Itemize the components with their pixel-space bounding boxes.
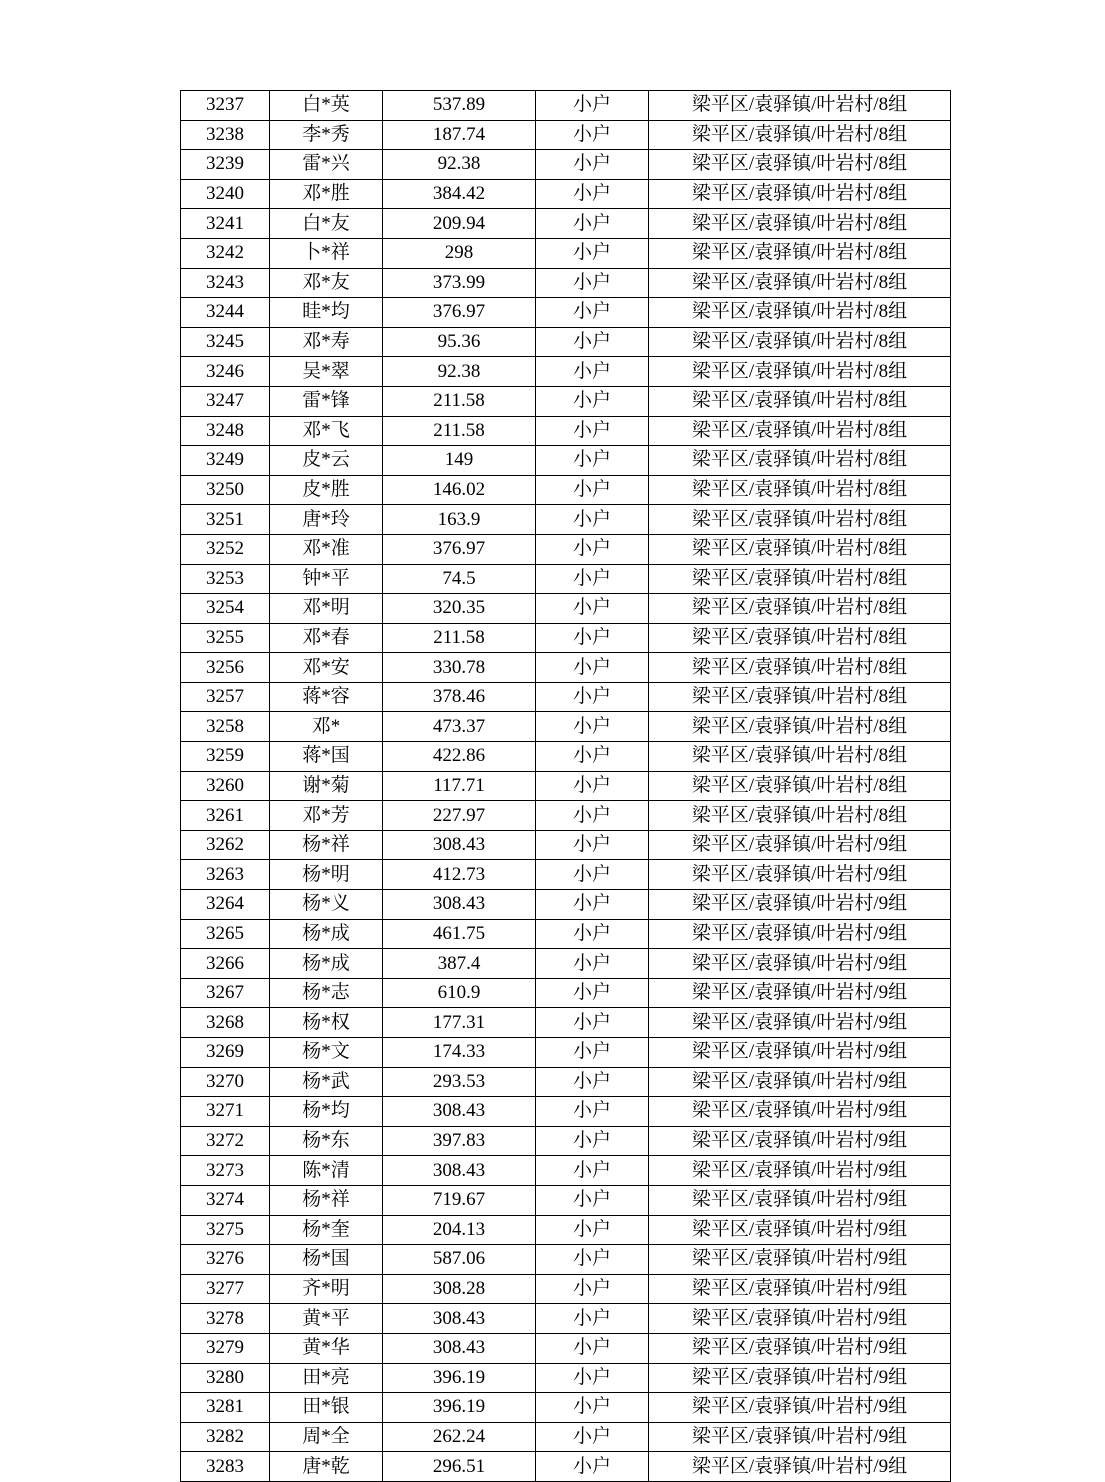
cell-id: 3247 xyxy=(181,386,270,416)
cell-amount: 396.19 xyxy=(383,1393,536,1423)
table-row xyxy=(181,446,951,476)
cell-name: 钟*平 xyxy=(270,564,383,594)
cell-address: 梁平区/袁驿镇/叶岩村/8组 xyxy=(649,771,951,801)
cell-amount: 117.71 xyxy=(383,771,536,801)
cell-id: 3266 xyxy=(181,949,270,979)
cell-id: 3277 xyxy=(181,1274,270,1304)
cell-type: 小户 xyxy=(536,682,649,712)
table-row xyxy=(181,91,951,121)
cell-id: 3261 xyxy=(181,801,270,831)
cell-type: 小户 xyxy=(536,1038,649,1068)
cell-name: 蒋*国 xyxy=(270,742,383,772)
cell-type: 小户 xyxy=(536,1215,649,1245)
table-row xyxy=(181,1422,951,1452)
cell-address: 梁平区/袁驿镇/叶岩村/9组 xyxy=(649,1304,951,1334)
table-row xyxy=(181,594,951,624)
table-row xyxy=(181,268,951,298)
cell-id: 3268 xyxy=(181,1008,270,1038)
cell-type: 小户 xyxy=(536,386,649,416)
cell-name: 黄*平 xyxy=(270,1304,383,1334)
cell-amount: 92.38 xyxy=(383,357,536,387)
cell-address: 梁平区/袁驿镇/叶岩村/9组 xyxy=(649,1038,951,1068)
cell-id: 3239 xyxy=(181,150,270,180)
cell-address: 梁平区/袁驿镇/叶岩村/8组 xyxy=(649,653,951,683)
cell-type: 小户 xyxy=(536,505,649,535)
cell-address: 梁平区/袁驿镇/叶岩村/8组 xyxy=(649,682,951,712)
cell-type: 小户 xyxy=(536,653,649,683)
cell-id: 3271 xyxy=(181,1097,270,1127)
cell-id: 3265 xyxy=(181,919,270,949)
cell-name: 杨*祥 xyxy=(270,1185,383,1215)
cell-name: 白*英 xyxy=(270,91,383,121)
cell-id: 3278 xyxy=(181,1304,270,1334)
table-row xyxy=(181,830,951,860)
cell-amount: 262.24 xyxy=(383,1422,536,1452)
cell-address: 梁平区/袁驿镇/叶岩村/9组 xyxy=(649,1097,951,1127)
table-row xyxy=(181,860,951,890)
cell-id: 3250 xyxy=(181,475,270,505)
cell-id: 3248 xyxy=(181,416,270,446)
cell-address: 梁平区/袁驿镇/叶岩村/8组 xyxy=(649,446,951,476)
cell-address: 梁平区/袁驿镇/叶岩村/8组 xyxy=(649,534,951,564)
cell-amount: 146.02 xyxy=(383,475,536,505)
table-row xyxy=(181,1304,951,1334)
cell-name: 杨*均 xyxy=(270,1097,383,1127)
cell-id: 3281 xyxy=(181,1393,270,1423)
table-row xyxy=(181,298,951,328)
cell-amount: 719.67 xyxy=(383,1185,536,1215)
cell-type: 小户 xyxy=(536,446,649,476)
cell-id: 3269 xyxy=(181,1038,270,1068)
cell-id: 3280 xyxy=(181,1363,270,1393)
cell-address: 梁平区/袁驿镇/叶岩村/8组 xyxy=(649,505,951,535)
cell-id: 3267 xyxy=(181,978,270,1008)
cell-type: 小户 xyxy=(536,298,649,328)
cell-amount: 461.75 xyxy=(383,919,536,949)
cell-id: 3273 xyxy=(181,1156,270,1186)
table-row xyxy=(181,1452,951,1482)
cell-name: 李*秀 xyxy=(270,120,383,150)
cell-name: 邓*寿 xyxy=(270,327,383,357)
cell-type: 小户 xyxy=(536,1452,649,1482)
table-row xyxy=(181,1245,951,1275)
cell-amount: 296.51 xyxy=(383,1452,536,1482)
table-row xyxy=(181,475,951,505)
table-row xyxy=(181,386,951,416)
cell-type: 小户 xyxy=(536,209,649,239)
table-row xyxy=(181,949,951,979)
cell-amount: 211.58 xyxy=(383,416,536,446)
cell-address: 梁平区/袁驿镇/叶岩村/9组 xyxy=(649,1393,951,1423)
cell-id: 3245 xyxy=(181,327,270,357)
cell-address: 梁平区/袁驿镇/叶岩村/8组 xyxy=(649,594,951,624)
cell-address: 梁平区/袁驿镇/叶岩村/9组 xyxy=(649,919,951,949)
table-row xyxy=(181,564,951,594)
cell-name: 杨*义 xyxy=(270,890,383,920)
cell-amount: 378.46 xyxy=(383,682,536,712)
table-row xyxy=(181,150,951,180)
cell-name: 雷*兴 xyxy=(270,150,383,180)
cell-id: 3254 xyxy=(181,594,270,624)
cell-type: 小户 xyxy=(536,238,649,268)
cell-amount: 330.78 xyxy=(383,653,536,683)
cell-type: 小户 xyxy=(536,801,649,831)
cell-id: 3259 xyxy=(181,742,270,772)
cell-type: 小户 xyxy=(536,179,649,209)
cell-type: 小户 xyxy=(536,949,649,979)
cell-address: 梁平区/袁驿镇/叶岩村/9组 xyxy=(649,830,951,860)
cell-id: 3241 xyxy=(181,209,270,239)
cell-type: 小户 xyxy=(536,534,649,564)
cell-type: 小户 xyxy=(536,919,649,949)
cell-type: 小户 xyxy=(536,268,649,298)
cell-address: 梁平区/袁驿镇/叶岩村/9组 xyxy=(649,1185,951,1215)
cell-name: 皮*胜 xyxy=(270,475,383,505)
cell-id: 3246 xyxy=(181,357,270,387)
cell-type: 小户 xyxy=(536,475,649,505)
cell-name: 邓*胜 xyxy=(270,179,383,209)
cell-address: 梁平区/袁驿镇/叶岩村/8组 xyxy=(649,357,951,387)
cell-address: 梁平区/袁驿镇/叶岩村/8组 xyxy=(649,150,951,180)
cell-type: 小户 xyxy=(536,327,649,357)
cell-name: 杨*国 xyxy=(270,1245,383,1275)
cell-amount: 74.5 xyxy=(383,564,536,594)
cell-address: 梁平区/袁驿镇/叶岩村/9组 xyxy=(649,860,951,890)
cell-name: 卜*祥 xyxy=(270,238,383,268)
cell-id: 3283 xyxy=(181,1452,270,1482)
cell-type: 小户 xyxy=(536,860,649,890)
cell-type: 小户 xyxy=(536,978,649,1008)
table-row xyxy=(181,801,951,831)
cell-amount: 308.43 xyxy=(383,1156,536,1186)
cell-name: 邓*芳 xyxy=(270,801,383,831)
cell-type: 小户 xyxy=(536,91,649,121)
cell-name: 杨*志 xyxy=(270,978,383,1008)
cell-name: 周*全 xyxy=(270,1422,383,1452)
cell-type: 小户 xyxy=(536,357,649,387)
cell-amount: 149 xyxy=(383,446,536,476)
cell-id: 3262 xyxy=(181,830,270,860)
cell-id: 3274 xyxy=(181,1185,270,1215)
cell-address: 梁平区/袁驿镇/叶岩村/8组 xyxy=(649,416,951,446)
cell-address: 梁平区/袁驿镇/叶岩村/9组 xyxy=(649,890,951,920)
cell-address: 梁平区/袁驿镇/叶岩村/8组 xyxy=(649,564,951,594)
cell-address: 梁平区/袁驿镇/叶岩村/8组 xyxy=(649,712,951,742)
table-row xyxy=(181,682,951,712)
cell-name: 邓*准 xyxy=(270,534,383,564)
cell-id: 3243 xyxy=(181,268,270,298)
cell-amount: 308.43 xyxy=(383,1304,536,1334)
cell-type: 小户 xyxy=(536,742,649,772)
table-row xyxy=(181,653,951,683)
cell-amount: 397.83 xyxy=(383,1126,536,1156)
cell-type: 小户 xyxy=(536,1185,649,1215)
cell-name: 邓*飞 xyxy=(270,416,383,446)
cell-address: 梁平区/袁驿镇/叶岩村/9组 xyxy=(649,949,951,979)
table-row xyxy=(181,623,951,653)
cell-amount: 376.97 xyxy=(383,534,536,564)
table-row xyxy=(181,978,951,1008)
cell-name: 邓* xyxy=(270,712,383,742)
cell-address: 梁平区/袁驿镇/叶岩村/9组 xyxy=(649,1008,951,1038)
cell-type: 小户 xyxy=(536,890,649,920)
cell-amount: 204.13 xyxy=(383,1215,536,1245)
cell-amount: 384.42 xyxy=(383,179,536,209)
cell-amount: 92.38 xyxy=(383,150,536,180)
cell-id: 3244 xyxy=(181,298,270,328)
cell-address: 梁平区/袁驿镇/叶岩村/8组 xyxy=(649,742,951,772)
cell-id: 3253 xyxy=(181,564,270,594)
cell-type: 小户 xyxy=(536,830,649,860)
table-row xyxy=(181,771,951,801)
cell-name: 邓*明 xyxy=(270,594,383,624)
cell-amount: 211.58 xyxy=(383,386,536,416)
cell-type: 小户 xyxy=(536,771,649,801)
cell-address: 梁平区/袁驿镇/叶岩村/8组 xyxy=(649,623,951,653)
table-row xyxy=(181,1067,951,1097)
cell-id: 3275 xyxy=(181,1215,270,1245)
cell-address: 梁平区/袁驿镇/叶岩村/9组 xyxy=(649,1215,951,1245)
cell-type: 小户 xyxy=(536,594,649,624)
table-row xyxy=(181,238,951,268)
cell-type: 小户 xyxy=(536,712,649,742)
cell-id: 3242 xyxy=(181,238,270,268)
cell-name: 雷*锋 xyxy=(270,386,383,416)
cell-id: 3257 xyxy=(181,682,270,712)
table-row xyxy=(181,179,951,209)
cell-name: 吴*翠 xyxy=(270,357,383,387)
cell-id: 3238 xyxy=(181,120,270,150)
cell-type: 小户 xyxy=(536,1008,649,1038)
cell-name: 杨*明 xyxy=(270,860,383,890)
cell-id: 3276 xyxy=(181,1245,270,1275)
cell-name: 邓*春 xyxy=(270,623,383,653)
cell-name: 谢*菊 xyxy=(270,771,383,801)
table-row xyxy=(181,1038,951,1068)
cell-address: 梁平区/袁驿镇/叶岩村/9组 xyxy=(649,1274,951,1304)
cell-id: 3251 xyxy=(181,505,270,535)
cell-address: 梁平区/袁驿镇/叶岩村/9组 xyxy=(649,1363,951,1393)
cell-amount: 473.37 xyxy=(383,712,536,742)
cell-amount: 308.43 xyxy=(383,1333,536,1363)
cell-name: 杨*奎 xyxy=(270,1215,383,1245)
cell-address: 梁平区/袁驿镇/叶岩村/8组 xyxy=(649,91,951,121)
cell-address: 梁平区/袁驿镇/叶岩村/8组 xyxy=(649,238,951,268)
cell-type: 小户 xyxy=(536,1274,649,1304)
cell-id: 3264 xyxy=(181,890,270,920)
table-row xyxy=(181,1126,951,1156)
cell-name: 田*银 xyxy=(270,1393,383,1423)
cell-type: 小户 xyxy=(536,623,649,653)
cell-address: 梁平区/袁驿镇/叶岩村/8组 xyxy=(649,298,951,328)
cell-name: 陈*清 xyxy=(270,1156,383,1186)
cell-type: 小户 xyxy=(536,120,649,150)
cell-amount: 412.73 xyxy=(383,860,536,890)
cell-address: 梁平区/袁驿镇/叶岩村/8组 xyxy=(649,179,951,209)
cell-type: 小户 xyxy=(536,1333,649,1363)
cell-id: 3249 xyxy=(181,446,270,476)
table-row xyxy=(181,890,951,920)
cell-address: 梁平区/袁驿镇/叶岩村/9组 xyxy=(649,1126,951,1156)
cell-name: 黄*华 xyxy=(270,1333,383,1363)
cell-name: 杨*武 xyxy=(270,1067,383,1097)
cell-amount: 308.43 xyxy=(383,890,536,920)
cell-amount: 174.33 xyxy=(383,1038,536,1068)
cell-type: 小户 xyxy=(536,1422,649,1452)
cell-name: 眭*均 xyxy=(270,298,383,328)
cell-amount: 308.43 xyxy=(383,1097,536,1127)
table-row xyxy=(181,209,951,239)
table-row xyxy=(181,919,951,949)
cell-amount: 376.97 xyxy=(383,298,536,328)
cell-name: 白*友 xyxy=(270,209,383,239)
cell-name: 杨*祥 xyxy=(270,830,383,860)
cell-type: 小户 xyxy=(536,150,649,180)
table-row xyxy=(181,416,951,446)
cell-name: 邓*友 xyxy=(270,268,383,298)
cell-type: 小户 xyxy=(536,1097,649,1127)
cell-name: 田*亮 xyxy=(270,1363,383,1393)
cell-amount: 587.06 xyxy=(383,1245,536,1275)
cell-amount: 187.74 xyxy=(383,120,536,150)
cell-name: 唐*乾 xyxy=(270,1452,383,1482)
cell-type: 小户 xyxy=(536,1156,649,1186)
cell-address: 梁平区/袁驿镇/叶岩村/8组 xyxy=(649,120,951,150)
cell-id: 3263 xyxy=(181,860,270,890)
cell-amount: 537.89 xyxy=(383,91,536,121)
cell-id: 3282 xyxy=(181,1422,270,1452)
cell-address: 梁平区/袁驿镇/叶岩村/8组 xyxy=(649,801,951,831)
cell-address: 梁平区/袁驿镇/叶岩村/9组 xyxy=(649,1452,951,1482)
cell-address: 梁平区/袁驿镇/叶岩村/8组 xyxy=(649,268,951,298)
cell-name: 蒋*容 xyxy=(270,682,383,712)
cell-type: 小户 xyxy=(536,1126,649,1156)
cell-id: 3252 xyxy=(181,534,270,564)
cell-amount: 95.36 xyxy=(383,327,536,357)
cell-amount: 308.43 xyxy=(383,830,536,860)
cell-address: 梁平区/袁驿镇/叶岩村/8组 xyxy=(649,209,951,239)
cell-id: 3270 xyxy=(181,1067,270,1097)
cell-id: 3258 xyxy=(181,712,270,742)
table-row xyxy=(181,120,951,150)
table-row xyxy=(181,357,951,387)
cell-id: 3240 xyxy=(181,179,270,209)
cell-name: 杨*成 xyxy=(270,919,383,949)
table-body xyxy=(181,91,951,1482)
table-row xyxy=(181,1363,951,1393)
cell-id: 3260 xyxy=(181,771,270,801)
cell-name: 邓*安 xyxy=(270,653,383,683)
cell-type: 小户 xyxy=(536,1363,649,1393)
cell-amount: 211.58 xyxy=(383,623,536,653)
cell-id: 3256 xyxy=(181,653,270,683)
table-row xyxy=(181,1274,951,1304)
cell-id: 3255 xyxy=(181,623,270,653)
cell-name: 杨*成 xyxy=(270,949,383,979)
cell-address: 梁平区/袁驿镇/叶岩村/9组 xyxy=(649,1156,951,1186)
cell-amount: 422.86 xyxy=(383,742,536,772)
table-row xyxy=(181,1215,951,1245)
cell-name: 唐*玲 xyxy=(270,505,383,535)
cell-type: 小户 xyxy=(536,564,649,594)
household-subsidy-table xyxy=(180,90,951,1482)
table-row xyxy=(181,534,951,564)
cell-name: 皮*云 xyxy=(270,446,383,476)
cell-name: 杨*文 xyxy=(270,1038,383,1068)
cell-address: 梁平区/袁驿镇/叶岩村/9组 xyxy=(649,1333,951,1363)
cell-type: 小户 xyxy=(536,1393,649,1423)
table-row xyxy=(181,1333,951,1363)
cell-amount: 396.19 xyxy=(383,1363,536,1393)
cell-id: 3279 xyxy=(181,1333,270,1363)
cell-amount: 298 xyxy=(383,238,536,268)
cell-amount: 610.9 xyxy=(383,978,536,1008)
cell-address: 梁平区/袁驿镇/叶岩村/9组 xyxy=(649,1245,951,1275)
cell-name: 杨*权 xyxy=(270,1008,383,1038)
cell-amount: 387.4 xyxy=(383,949,536,979)
cell-id: 3272 xyxy=(181,1126,270,1156)
cell-name: 杨*东 xyxy=(270,1126,383,1156)
cell-address: 梁平区/袁驿镇/叶岩村/8组 xyxy=(649,327,951,357)
table-row xyxy=(181,505,951,535)
cell-type: 小户 xyxy=(536,1245,649,1275)
table-row xyxy=(181,1008,951,1038)
table-row xyxy=(181,1156,951,1186)
cell-address: 梁平区/袁驿镇/叶岩村/9组 xyxy=(649,978,951,1008)
cell-type: 小户 xyxy=(536,1304,649,1334)
table-row xyxy=(181,1185,951,1215)
table-row xyxy=(181,712,951,742)
cell-amount: 320.35 xyxy=(383,594,536,624)
table-row xyxy=(181,1393,951,1423)
table-row xyxy=(181,327,951,357)
cell-amount: 163.9 xyxy=(383,505,536,535)
cell-address: 梁平区/袁驿镇/叶岩村/9组 xyxy=(649,1067,951,1097)
table-row xyxy=(181,1097,951,1127)
cell-type: 小户 xyxy=(536,416,649,446)
cell-id: 3237 xyxy=(181,91,270,121)
cell-address: 梁平区/袁驿镇/叶岩村/8组 xyxy=(649,475,951,505)
cell-name: 齐*明 xyxy=(270,1274,383,1304)
cell-address: 梁平区/袁驿镇/叶岩村/9组 xyxy=(649,1422,951,1452)
cell-type: 小户 xyxy=(536,1067,649,1097)
cell-amount: 308.28 xyxy=(383,1274,536,1304)
table-row xyxy=(181,742,951,772)
cell-amount: 373.99 xyxy=(383,268,536,298)
cell-amount: 209.94 xyxy=(383,209,536,239)
cell-amount: 177.31 xyxy=(383,1008,536,1038)
cell-amount: 293.53 xyxy=(383,1067,536,1097)
cell-amount: 227.97 xyxy=(383,801,536,831)
cell-address: 梁平区/袁驿镇/叶岩村/8组 xyxy=(649,386,951,416)
